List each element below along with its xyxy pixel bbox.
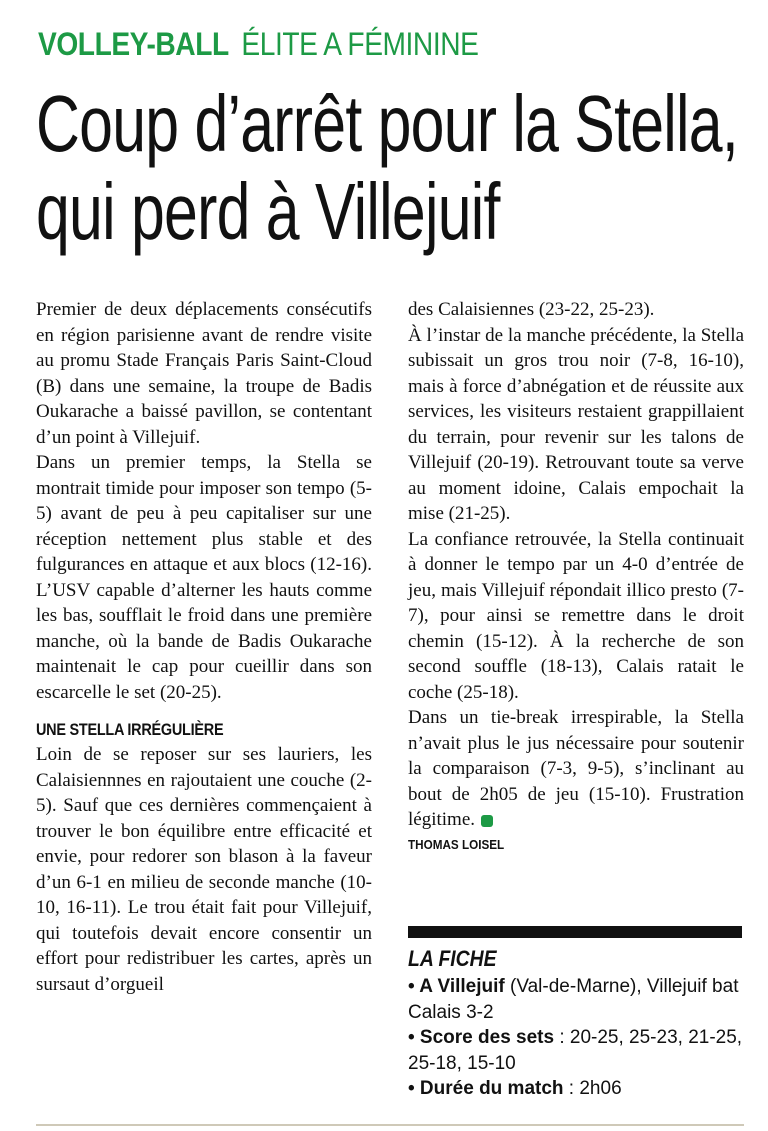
- fiche-item-text: : 2h06: [563, 1078, 622, 1099]
- fiche-item-text: : 20-25, 25-23, 21-25, 25-18, 15-10: [408, 1027, 743, 1074]
- article-subhead: UNE STELLA IRRÉGULIÈRE: [36, 720, 224, 739]
- paragraph: La confiance retrouvée, la Stella continuait à donner le tempo par un 4-0 d’entrée de jeu, mais Villejuif répondait illico presto (7-7), pour ainsi se remettre dans le droit chemin (15-12). À la recherche de son second souffle (18-13), Calais ratait le coche (25-18).: [408, 528, 744, 703]
- fiche-item-label: • Durée du match: [408, 1078, 564, 1099]
- fiche-divider: [408, 926, 742, 938]
- page-bottom-rule: [36, 1124, 744, 1126]
- fiche-item-duration: [408, 1076, 744, 1102]
- kicker-league: ÉLITE A FÉMININE: [241, 26, 479, 62]
- match-fact-box: [408, 944, 744, 1102]
- author-byline: THOMAS LOISEL: [408, 836, 505, 852]
- fiche-item-label: • A Villejuif: [408, 976, 505, 997]
- article-column-left: [36, 297, 372, 997]
- fiche-title: LA FICHE: [408, 946, 497, 971]
- paragraph: Premier de deux déplacements consécutifs en région parisienne avant de rendre visite au promu Stade Français Paris Saint-Cloud (B) dans une semaine, la troupe de Badis Oukarache a baissé pavillon, se contentant d’un point à Villejuif.: [36, 299, 372, 448]
- paragraph: À l’instar de la manche précédente, la Stella subissait un gros trou noir (7-8, 16-10), mais à force d’abnégation et de réussite aux services, les visiteurs restaient grappillaient du terrain, pour revenir sur les talons de Villejuif (20-19). Retrouvant toute sa verve au moment idoine, Calais empochait la mise (21-25).: [408, 324, 744, 524]
- paragraph: des Calaisiennes (23-22, 25-23).: [408, 299, 655, 320]
- end-of-article-icon: [481, 815, 493, 827]
- fiche-item-scores: [408, 1025, 744, 1076]
- headline-line-1: Coup d’arrêt pour la Stella,: [36, 79, 738, 168]
- kicker-sport: VOLLEY-BALL: [38, 26, 229, 62]
- paragraph-last: [408, 705, 744, 833]
- article-column-right: [408, 297, 744, 855]
- paragraph: Dans un premier temps, la Stella se montrait timide pour imposer son tempo (5-5) avant de peu à peu capitaliser sur une réception nettement plus stable et des fulgurances en attaque et aux blocs (12-16). L’USV capable d’alterner les hauts comme les bas, soufflait le froid dans une première manche, où la bande de Badis Oukarache maintenait le cap pour cueillir dans son escarcelle le set (20-25).: [36, 452, 372, 703]
- fiche-item-text: (Val-de-Marne), Villejuif bat Calais 3-2: [408, 976, 739, 1023]
- fiche-item-label: • Score des sets: [408, 1027, 555, 1048]
- headline-line-2: qui perd à Villejuif: [36, 167, 500, 256]
- paragraph: Loin de se reposer sur ses lauriers, les Calaisiennnes en rajoutaient une couche (2-5). Sauf que ces dernières commençaient à trouver le bon équilibre entre efficacité et envie, pour redorer son blason à la faveur d’un 6-1 en milieu de seconde manche (10-10, 16-11). Le trou était fait pour Villejuif, qui toutefois devait encore consentir un effort pour redistribuer les cartes, après un sursaut d’orgueil: [36, 744, 372, 995]
- fiche-item-venue: [408, 974, 744, 1025]
- paragraph-text: Dans un tie-break irrespirable, la Stella n’avait plus le jus nécessaire pour soutenir la comparaison (7-3, 9-5), s’inclinant au bout de 2h05 de jeu (15-10). Frustration légitime.: [408, 707, 744, 830]
- article-headline: [36, 79, 738, 256]
- section-kicker: [38, 22, 478, 66]
